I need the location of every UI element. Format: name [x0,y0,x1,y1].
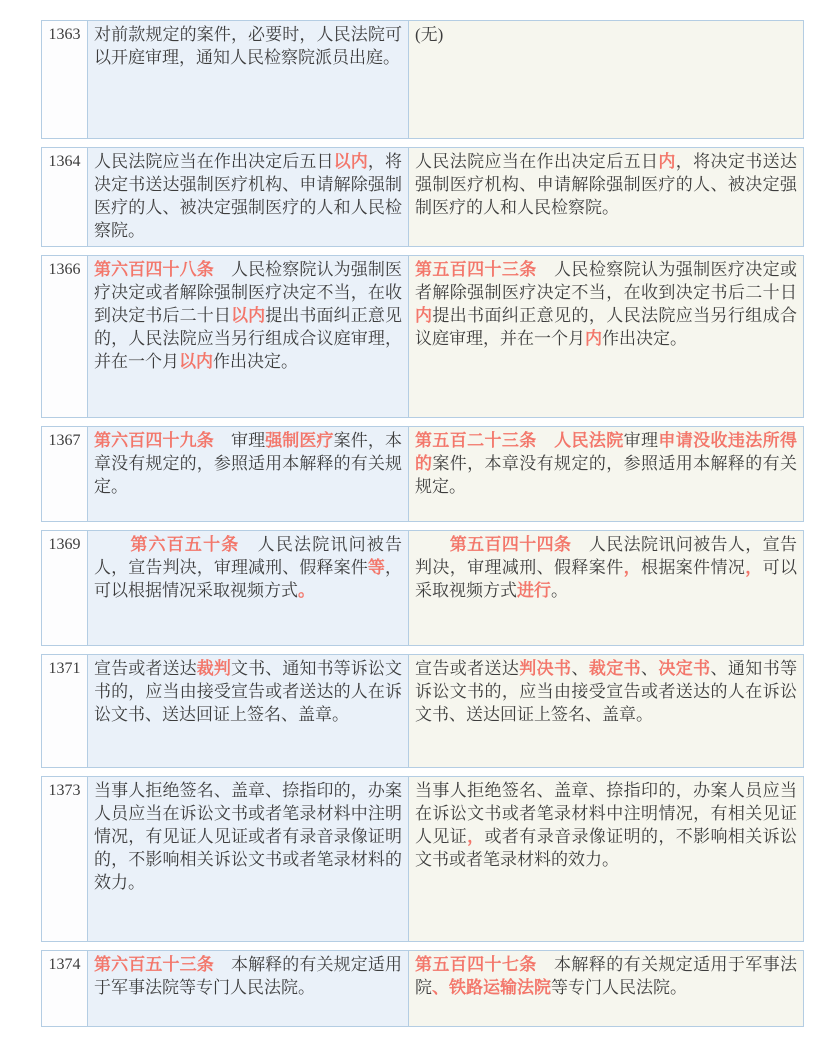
text-segment: 对前款规定的案件，必要时，人民法院可以开庭审理，通知人民检察院派员出庭。 [94,25,402,67]
highlighted-text: 第五百四十七条 [415,955,537,974]
text-segment: 可以采取视频方式 [415,558,798,600]
text-segment: 当事人拒绝签名、盖章、捺指印的，办案人员应当在诉讼文书或者笔录材料中注明情况，有相关见证人见证 [415,781,797,846]
highlighted-text: ， [467,827,485,846]
text-segment: 人民法院讯问被告人，宣告判决，审理减刑、假释案件 [94,535,402,577]
text-segment [415,535,450,554]
text-segment: 、 [641,659,659,678]
row-number-cell [41,950,88,1027]
comparison-row [41,950,806,1027]
highlighted-text: 第五百四十三条 [415,260,537,279]
left-text-cell [87,654,409,768]
left-text-cell [87,255,409,418]
row-number-cell [41,426,88,522]
left-text-cell [87,147,409,247]
text-segment: 。 [551,581,568,600]
row-number-cell [41,255,88,418]
text-segment: 审理 [213,431,266,450]
highlighted-text: 决定书 [658,659,711,678]
highlighted-text: 内 [585,329,602,348]
text-segment: 1369 [48,536,81,553]
highlighted-text: 等 [367,558,386,577]
highlighted-text: 判决书 [519,659,572,678]
highlighted-text: 裁判 [196,659,231,678]
text-segment: ，将决定书送达强制医疗机构、申请解除强制医疗的人、被决定强制医疗的人和人民检察院。 [415,152,798,217]
text-segment: 本解释的有关规定适用于军事法院 [415,955,798,997]
text-segment: 等专门人民法院。 [551,978,687,997]
right-text-cell [408,530,804,646]
comparison-row [41,426,806,522]
text-segment: 人民法院应当在作出决定后五日 [415,152,659,171]
text-segment [94,535,130,554]
text-segment: 案件，本章没有规定的，参照适用本解释的有关规定。 [94,431,403,496]
text-segment: 人民检察院认为强制医疗决定或者解除强制医疗决定不当，在收到决定书后二十日 [415,260,798,302]
highlighted-text: 第六百四十八条 [94,260,214,279]
text-segment: 宣告或者送达 [415,659,520,678]
highlighted-text: 强制医疗 [265,431,334,450]
text-segment: 当事人拒绝签名、盖章、捺指印的，办案人员应当在诉讼文书或者笔录材料中注明情况，有见证人见证或者有录音录像证明的，不影响相关诉讼文书或者笔录材料的效力。 [94,781,402,892]
right-text-cell [408,426,804,522]
text-segment: 人民检察院认为强制医疗决定或者解除强制医疗决定不当，在收到决定书后二十日 [94,260,403,325]
comparison-row [41,255,806,418]
left-text-cell [87,950,409,1027]
text-segment: 人民法院讯问被告人，宣告判决，审理减刑、假释案件 [415,535,798,577]
highlighted-text: 第五百二十三条 [415,431,537,450]
highlighted-text: 进行 [517,581,551,600]
text-segment: 、通知书等诉讼文书的，应当由接受宣告或者送达的人在诉讼文书、送达回证上签名、盖章。 [415,659,798,724]
row-number-cell [41,147,88,247]
left-text-cell [87,530,409,646]
text-segment: 1374 [48,956,81,973]
highlighted-text: 以内 [179,352,213,371]
highlighted-text: 、铁路运输法院 [432,978,551,997]
left-text-cell [87,20,409,139]
row-number-cell [41,20,88,139]
highlighted-text: 以内 [333,152,368,171]
comparison-row [41,147,806,247]
highlighted-text: 第六百五十三条 [94,955,214,974]
text-segment: 提出书面纠正意见的，人民法院应当另行组成合议庭审理，并在一个月 [94,306,403,371]
right-text-cell [408,20,804,139]
comparison-row [41,20,806,139]
text-segment: 、 [571,659,589,678]
text-segment: 或者有录音录像证明的，不影响相关诉讼文书或者笔录材料的效力。 [415,827,798,869]
comparison-row [41,776,806,942]
row-number-cell [41,530,88,646]
text-segment: 1364 [48,153,81,170]
row-number-cell [41,776,88,942]
text-segment: 1373 [48,782,81,799]
highlighted-text: 。 [298,581,315,600]
left-text-cell [87,426,409,522]
text-segment: ，将决定书送达强制医疗机构、申请解除强制医疗的人、被决定强制医疗的人和人民检察院。 [94,152,403,240]
right-text-cell [408,776,804,942]
right-text-cell [408,654,804,768]
comparison-table [41,20,806,1027]
text-segment: 作出决定。 [213,352,298,371]
highlighted-text: 第六百五十条 [130,535,240,554]
highlighted-text: ， [745,558,763,577]
text-segment: 作出决定。 [602,329,687,348]
text-segment: 1366 [48,261,81,278]
highlighted-text: 内 [658,152,676,171]
row-number-cell [41,654,88,768]
text-segment: 文书、通知书等诉讼文书的，应当由接受宣告或者送达的人在诉讼文书、送达回证上签名、盖章。 [94,659,403,724]
highlighted-text: 以内 [230,306,266,325]
highlighted-text: 人民法院 [554,431,624,450]
text-segment: 1367 [48,432,81,449]
highlighted-text: ， [623,558,641,577]
left-text-cell [87,776,409,942]
text-segment: 提出书面纠正意见的，人民法院应当另行组成合议庭审理，并在一个月 [415,306,798,348]
comparison-row [41,654,806,768]
comparison-row [41,530,806,646]
text-segment: (无) [415,25,444,44]
right-text-cell [408,255,804,418]
text-segment: 审理 [623,431,659,450]
text-segment: 1363 [48,26,81,43]
highlighted-text: 申请没收违法所得的 [415,431,798,473]
text-segment: 人民法院应当在作出决定后五日 [94,152,334,171]
text-segment: 宣告或者送达 [94,659,197,678]
highlighted-text: 裁定书 [588,659,641,678]
highlighted-text: 内 [415,306,433,325]
text-segment [537,431,554,450]
text-segment: 根据案件情况 [640,558,746,577]
highlighted-text: 第六百四十九条 [94,431,214,450]
highlighted-text: 第五百四十四条 [449,535,572,554]
right-text-cell [408,147,804,247]
text-segment: ，可以根据情况采取视频方式 [94,558,403,600]
text-segment: 1371 [48,660,81,677]
right-text-cell [408,950,804,1027]
text-segment: 案件，本章没有规定的，参照适用本解释的有关规定。 [415,454,798,496]
text-segment: 本解释的有关规定适用于军事法院等专门人民法院。 [94,955,403,997]
